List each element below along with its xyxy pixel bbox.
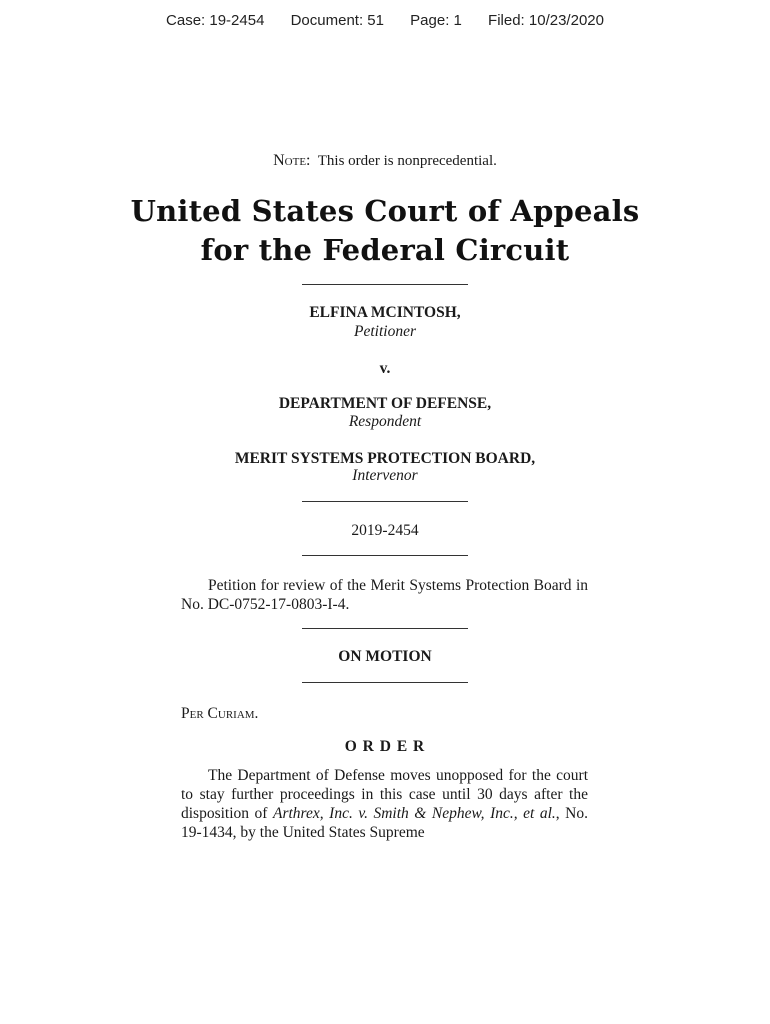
body-text-part-1: The Department of Defense moves unopposed for the court to stay further proceedings in this case until 30 days after the disposition of [181, 767, 588, 822]
petitioner-name: ELFINA MCINTOSH, [309, 304, 461, 321]
versus: v. [379, 360, 391, 377]
divider [302, 628, 468, 629]
divider [302, 555, 468, 556]
note-label: Note: [273, 152, 311, 169]
respondent-role: Respondent [348, 413, 422, 430]
document-number: Document: 51 [290, 12, 384, 29]
order-body-paragraph [181, 766, 588, 842]
case-citation: Arthrex, Inc. v. Smith & Nephew, Inc., et al. [273, 805, 556, 822]
court-name-line-1: United States Court of Appeals [130, 194, 640, 228]
per-curiam [181, 704, 588, 723]
on-motion-heading: ON MOTION [338, 648, 432, 665]
court-name [0, 192, 770, 270]
per-curiam-text: Per Curiam. [181, 705, 259, 722]
divider [302, 284, 468, 285]
divider [302, 682, 468, 683]
divider [302, 501, 468, 502]
intervenor-role: Intervenor [352, 467, 418, 484]
page-number: Page: 1 [410, 12, 462, 29]
docket-number: 2019-2454 [351, 522, 419, 539]
nonprecedential-note [0, 152, 770, 170]
intervenor-name: MERIT SYSTEMS PROTECTION BOARD, [234, 450, 536, 467]
court-name-line-2: for the Federal Circuit [200, 233, 570, 267]
ecf-filing-header [0, 12, 770, 29]
petitioner-role: Petitioner [354, 323, 416, 340]
filed-date: Filed: 10/23/2020 [488, 12, 604, 29]
case-number: Case: 19-2454 [166, 12, 265, 29]
body-text-part-2: , No. 19-1434, by the United States Supreme [181, 805, 588, 841]
note-text: This order is nonprecedential. [317, 153, 497, 169]
petition-description: Petition for review of the Merit Systems Protection Board in No. DC-0752-17-0803-I-4. [181, 577, 588, 613]
respondent-name: DEPARTMENT OF DEFENSE, [278, 395, 492, 412]
order-heading: O R D E R [344, 738, 426, 755]
